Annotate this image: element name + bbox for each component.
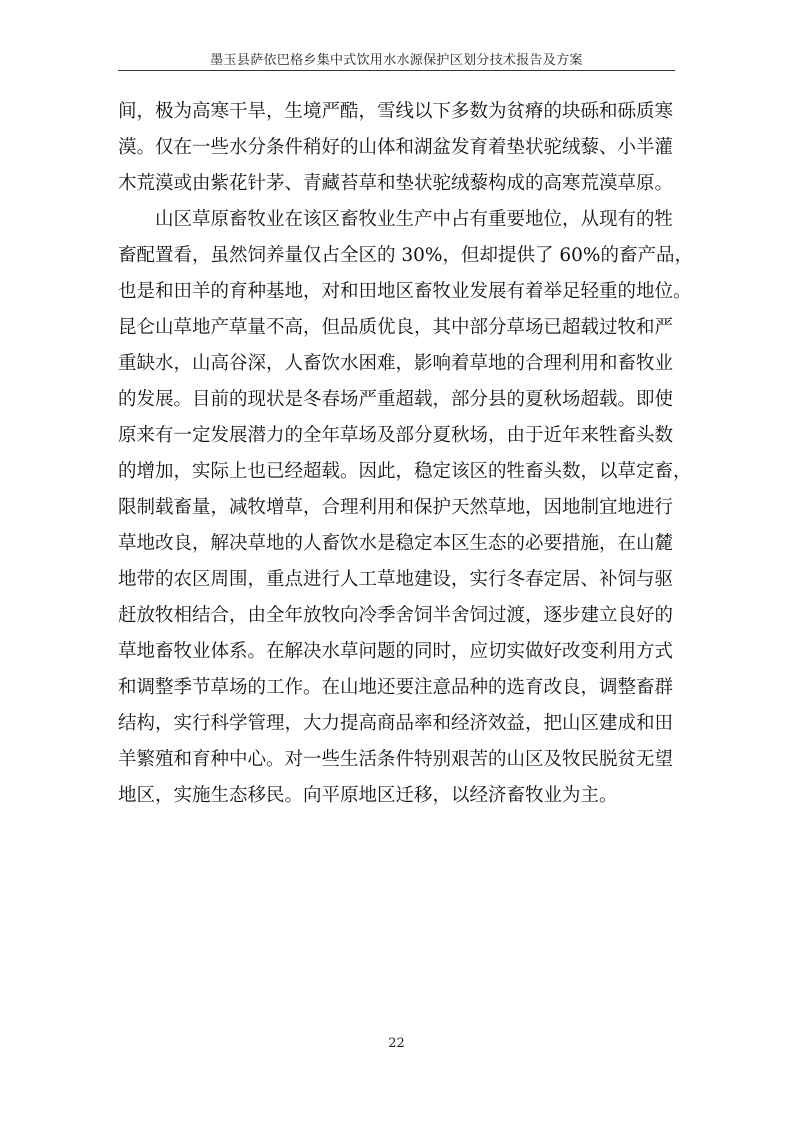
running-header: 墨玉县萨依巴格乡集中式饮用水水源保护区划分技术报告及方案 — [210, 53, 583, 68]
text-line: 结构，实行科学管理，大力提高商品率和经济效益，把山区建成和田 — [118, 713, 674, 734]
text-line: 的增加，实际上也已经超载。因此，稳定该区的牲畜头数，以草定畜， — [118, 461, 692, 482]
text-line: 的发展。目前的现状是冬春场严重超载，部分县的夏秋场超载。即使 — [118, 389, 674, 410]
paragraph-first-line: 山区草原畜牧业在该区畜牧业生产中占有重要地位，从现有的牲 — [155, 209, 674, 230]
text-line: 和调整季节草场的工作。在山地还要注意品种的选育改良，调整畜群 — [118, 677, 674, 698]
text-line: 也是和田羊的育种基地，对和田地区畜牧业发展有着举足轻重的地位。 — [118, 281, 692, 302]
text-line: 重缺水，山高谷深，人畜饮水困难，影响着草地的合理利用和畜牧业 — [118, 353, 674, 374]
header-rule — [118, 70, 675, 71]
text-line: 地带的农区周围，重点进行人工草地建设，实行冬春定居、补饲与驱 — [118, 569, 674, 590]
page-number: 22 — [388, 1036, 405, 1051]
body-text — [118, 94, 694, 814]
text-line: 间，极为高寒干旱，生境严酷，雪线以下多数为贫瘠的块砾和砾质寒 — [118, 101, 674, 122]
text-line: 赶放牧相结合，由全年放牧向冷季舍饲半舍饲过渡，逐步建立良好的 — [118, 605, 674, 626]
text-line: 羊繁殖和育种中心。对一些生活条件特别艰苦的山区及牧民脱贫无望 — [118, 749, 674, 770]
text-line: 草地改良，解决草地的人畜饮水是稳定本区生态的必要措施，在山麓 — [118, 533, 674, 554]
text-line: 原来有一定发展潜力的全年草场及部分夏秋场，由于近年来牲畜头数 — [118, 425, 674, 446]
text-line: 木荒漠或由紫花针茅、青藏苔草和垫状驼绒藜构成的高寒荒漠草原。 — [118, 173, 674, 194]
text-line: 昆仑山草地产草量不高，但品质优良，其中部分草场已超载过牧和严 — [118, 317, 674, 338]
text-line: 畜配置看，虽然饲养量仅占全区的 30%，但却提供了 60%的畜产品， — [118, 245, 694, 266]
text-line: 限制载畜量，减牧增草，合理利用和保护天然草地，因地制宜地进行 — [118, 497, 674, 518]
text-line: 地区，实施生态移民。向平原地区迁移，以经济畜牧业为主。 — [118, 785, 618, 806]
text-line: 草地畜牧业体系。在解决水草问题的同时，应切实做好改变利用方式 — [118, 641, 674, 662]
text-line: 漠。仅在一些水分条件稍好的山体和湖盆发育着垫状驼绒藜、小半灌 — [118, 137, 674, 158]
